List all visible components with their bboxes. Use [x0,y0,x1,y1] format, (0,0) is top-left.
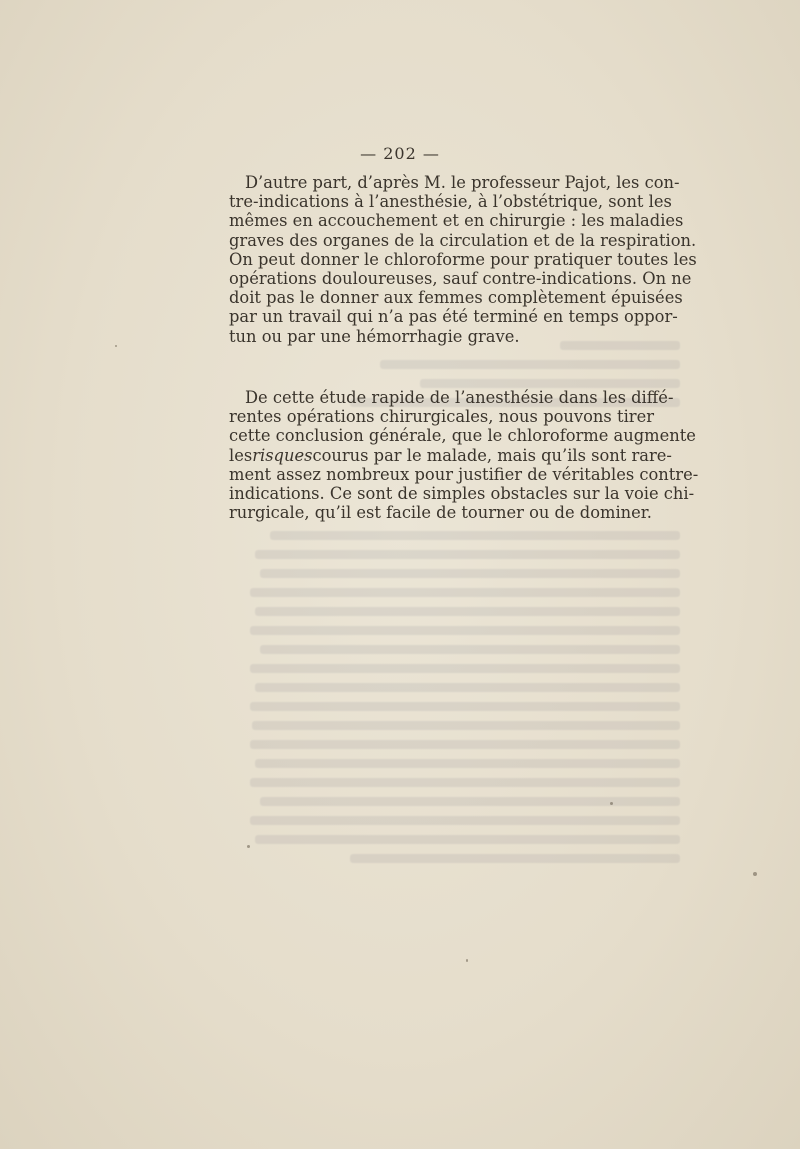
italic-word: risques [252,445,313,465]
text-line: doit pas le donner aux femmes complètement épuisées [229,288,683,308]
text-line: cette conclusion générale, que le chloroforme augmente [229,426,696,446]
text-line: rentes opérations chirurgicales, nous pouvons tirer [229,407,654,427]
page-number: — 202 — [360,144,440,163]
paper-speck [753,872,757,876]
text-line: tun ou par une hémorrhagie grave. [229,326,520,346]
paper-speck [610,802,613,805]
text-line: rurgicale, qu’il est facile de tourner ou de dominer. [229,503,652,523]
text-line: On peut donner le chloroforme pour pratiquer toutes les [229,249,697,269]
text-line: tre-indications à l’anesthésie, à l’obstétrique, sont les [229,192,672,212]
text-segment: courus par le malade, mais qu’ils sont rare- [312,445,672,465]
text-line: De cette étude rapide de l’anesthésie dans les diffé- [245,388,674,407]
text-line-with-italic [229,445,672,465]
text-line: indications. Ce sont de simples obstacles sur la voie chi- [229,484,695,504]
text-line: D’autre part, d’après M. le professeur Pajot, les con- [245,173,680,192]
paragraph-1 [229,173,697,346]
text-segment: les [229,445,253,465]
paper-speck [466,959,468,962]
text-line: opérations douloureuses, sauf contre-indications. On ne [229,269,692,289]
text-line: ment assez nombreux pour justifier de véritables contre- [229,464,699,484]
paragraph-2 [229,388,699,523]
text-line: par un travail qui n’a pas été terminé en temps oppor- [229,307,678,327]
text-line: graves des organes de la circulation et de la respiration. [229,230,697,250]
text-line: mêmes en accouchement et en chirurgie : les maladies [229,211,684,231]
paper-speck [247,845,250,848]
paper-speck [115,345,117,347]
